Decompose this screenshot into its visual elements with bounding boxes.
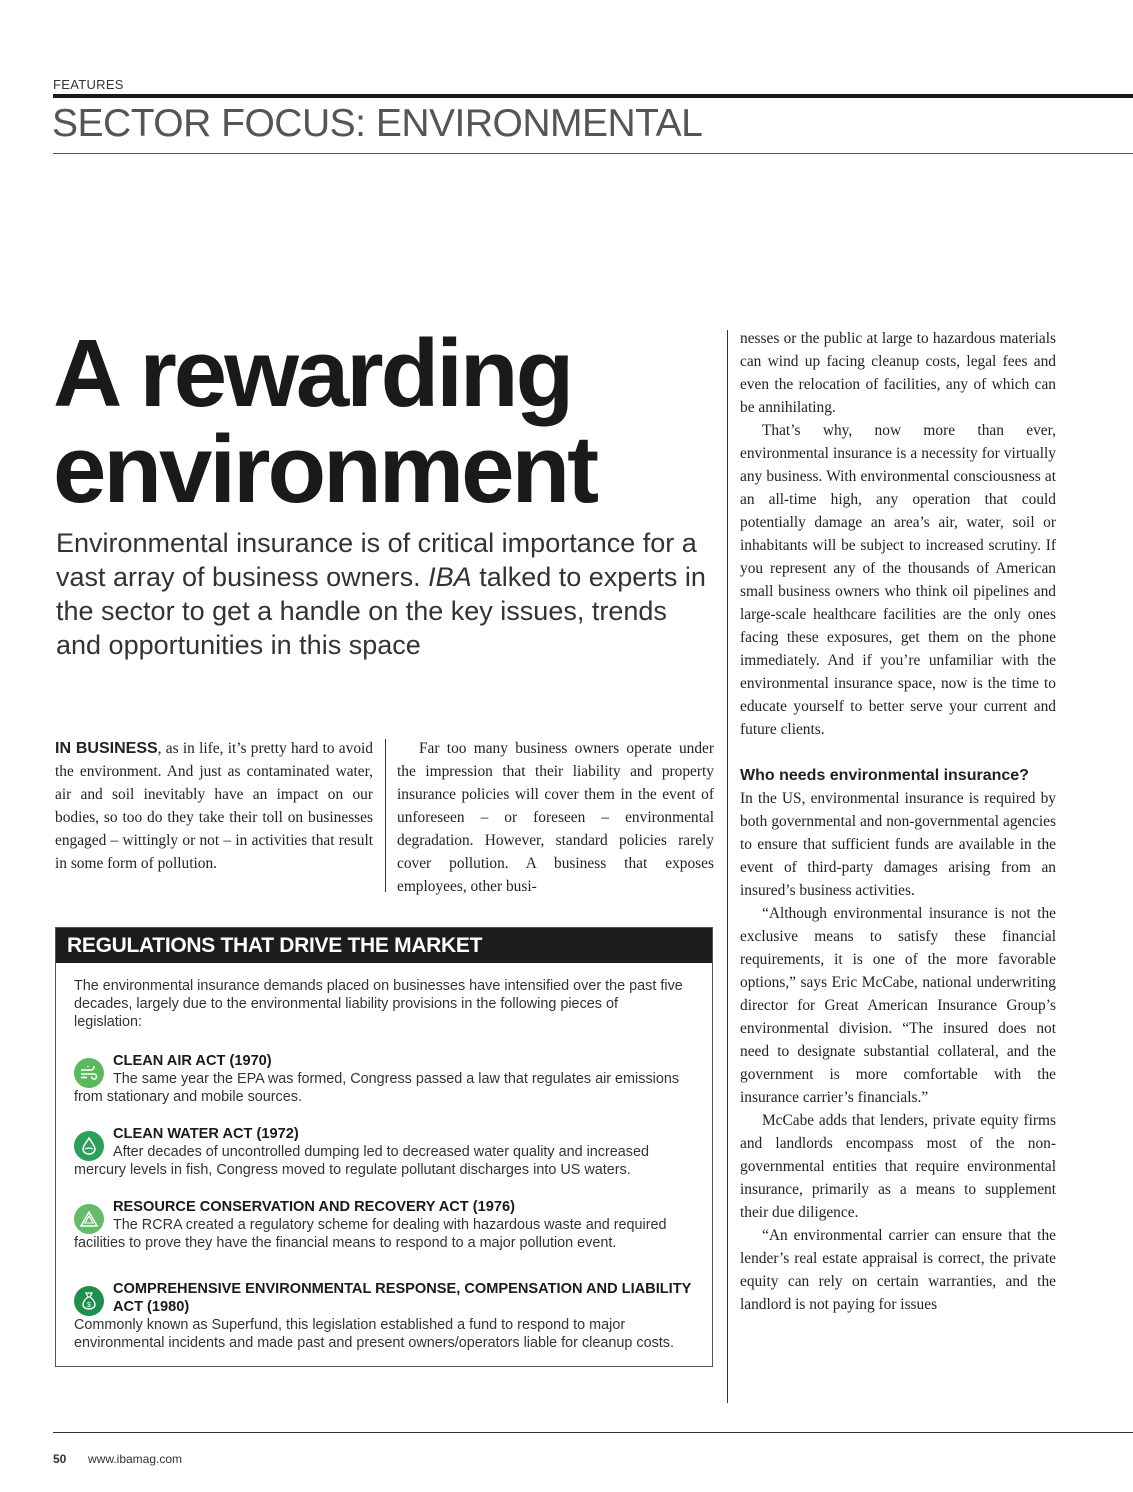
- headline: [53, 320, 713, 523]
- column-divider-right: [727, 330, 728, 1403]
- body-column-3: [740, 327, 1056, 1316]
- paragraph-4: In the US, environmental insurance is required by both governmental and non-governmental agencies to ensure that sufficient funds are available in the event of third-party damages arising from an insured’s business activities.: [740, 790, 1056, 899]
- act-description-text: After decades of uncontrolled dumping led to decreased water quality and increased mercury levels in fish, Congress moved to regulate pollutant discharges into US waters.: [74, 1144, 649, 1178]
- headline-line-1: A rewarding: [53, 320, 572, 427]
- body-column-1: [55, 737, 373, 875]
- act-description-text: The RCRA created a regulatory scheme for dealing with hazardous waste and required facilities to prove they have the financial means to respond to a major pollution event.: [74, 1217, 667, 1251]
- act-item: [74, 1125, 704, 1179]
- section-title: SECTOR FOCUS: ENVIRONMENTAL: [52, 102, 703, 145]
- column-divider: [385, 739, 386, 892]
- standfirst-text-end: talked to experts in the sector to get a handle on the key issues, trends and opportunities in this space: [56, 562, 706, 660]
- paragraph-7: “An environmental carrier can ensure that the lender’s real estate appraisal is correct, the private equity can rely on certain warranties, and the landlord is not paying for issues: [740, 1227, 1056, 1313]
- paragraph-2-continued: nesses or the public at large to hazardous materials can wind up facing cleanup costs, legal fees and even the relocation of facilities, any of which can be annihilating.: [740, 330, 1056, 416]
- act-title: COMPREHENSIVE ENVIRONMENTAL RESPONSE, COMPENSATION AND LIABILITY ACT (1980): [113, 1281, 692, 1315]
- act-description-text: The same year the EPA was formed, Congress passed a law that regulates air emissions from stationary and mobile sources.: [74, 1071, 680, 1105]
- money-bag-icon: [74, 1286, 104, 1316]
- paragraph-6: McCabe adds that lenders, private equity firms and landlords encompass most of the non-governmental entities that require environmental insurance, primarily as a means to supplement their due diligence.: [740, 1112, 1056, 1221]
- act-item: [74, 1280, 704, 1352]
- act-item: [74, 1052, 704, 1106]
- svg-text:$: $: [87, 1302, 91, 1309]
- act-description: [74, 1216, 704, 1252]
- paragraph-1-text: , as in life, it’s pretty hard to avoid the environment. And just as contaminated water, air and soil inevitably have an impact on our bodies, so too do they take their toll on businesses engaged – wittingly or not – in activities that result in some form of pollution.: [55, 740, 373, 872]
- act-description: Commonly known as Superfund, this legislation established a fund to respond to major environmental incidents and made past and present owners/operators liable for cleanup costs.: [74, 1317, 674, 1351]
- regulations-box: [55, 927, 713, 1367]
- act-description: [74, 1070, 704, 1106]
- box-title: REGULATIONS THAT DRIVE THE MARKET: [56, 928, 712, 963]
- standfirst-text: Environmental insurance is of critical importance for a vast array of business owners.: [56, 528, 697, 592]
- act-title: RESOURCE CONSERVATION AND RECOVERY ACT (1976): [113, 1199, 515, 1215]
- paragraph-2: Far too many business owners operate under the impression that their liability and property insurance policies will cover them in the event of unforeseen – or foreseen – environmental degradation. However, standard policies rarely cover pollution. A business that exposes employees, other busi-: [397, 740, 714, 895]
- act-description: [74, 1143, 704, 1179]
- website-url: www.ibamag.com: [88, 1452, 183, 1466]
- act-item: [74, 1198, 704, 1252]
- wind-icon: [74, 1058, 104, 1088]
- paragraph-1: [55, 737, 373, 875]
- page-number: 50: [53, 1452, 67, 1466]
- paragraph-5: “Although environmental insurance is not the exclusive means to satisfy these financial requirements, it is one of the more favorable options,” says Eric McCabe, national underwriting director for Great American Insurance Group’s environmental division. “The insured does not need to designate substantial collateral, and the government is more comfortable with the insurance carrier’s financials.”: [740, 905, 1056, 1106]
- header-underline: [53, 153, 1133, 154]
- body-column-2: [397, 737, 714, 898]
- act-title: CLEAN AIR ACT (1970): [113, 1053, 272, 1069]
- paragraph-3: That’s why, now more than ever, environmental insurance is a necessity for virtually any business. With environmental consciousness at an all-time high, any operation that could potentially damage an area’s air, water, soil or inhabitants will be subject to increased scrutiny. If you represent any of the thousands of American small business owners who think oil pipelines and large-scale healthcare facilities are the only ones facing these exposures, get them on the phone immediately. And if you’re unfamiliar with the environmental insurance space, now is the time to educate yourself to better serve your current and future clients.: [740, 422, 1056, 738]
- headline-line-2: environment: [53, 416, 597, 523]
- lead-in: IN BUSINESS: [55, 740, 158, 757]
- recycle-triangle-icon: [74, 1204, 104, 1234]
- footer-rule: [53, 1432, 1133, 1433]
- water-drop-icon: [74, 1131, 104, 1161]
- section-kicker: FEATURES: [53, 77, 124, 92]
- header-rule: [53, 94, 1133, 98]
- subheading: Who needs environmental insurance?: [740, 767, 1029, 784]
- box-intro: The environmental insurance demands placed on businesses have intensified over the past five decades, largely due to the environmental liability provisions in the following pieces of legislation:: [74, 978, 683, 1030]
- standfirst: [56, 526, 706, 662]
- act-title: CLEAN WATER ACT (1972): [113, 1126, 299, 1142]
- standfirst-italic: IBA: [428, 562, 472, 592]
